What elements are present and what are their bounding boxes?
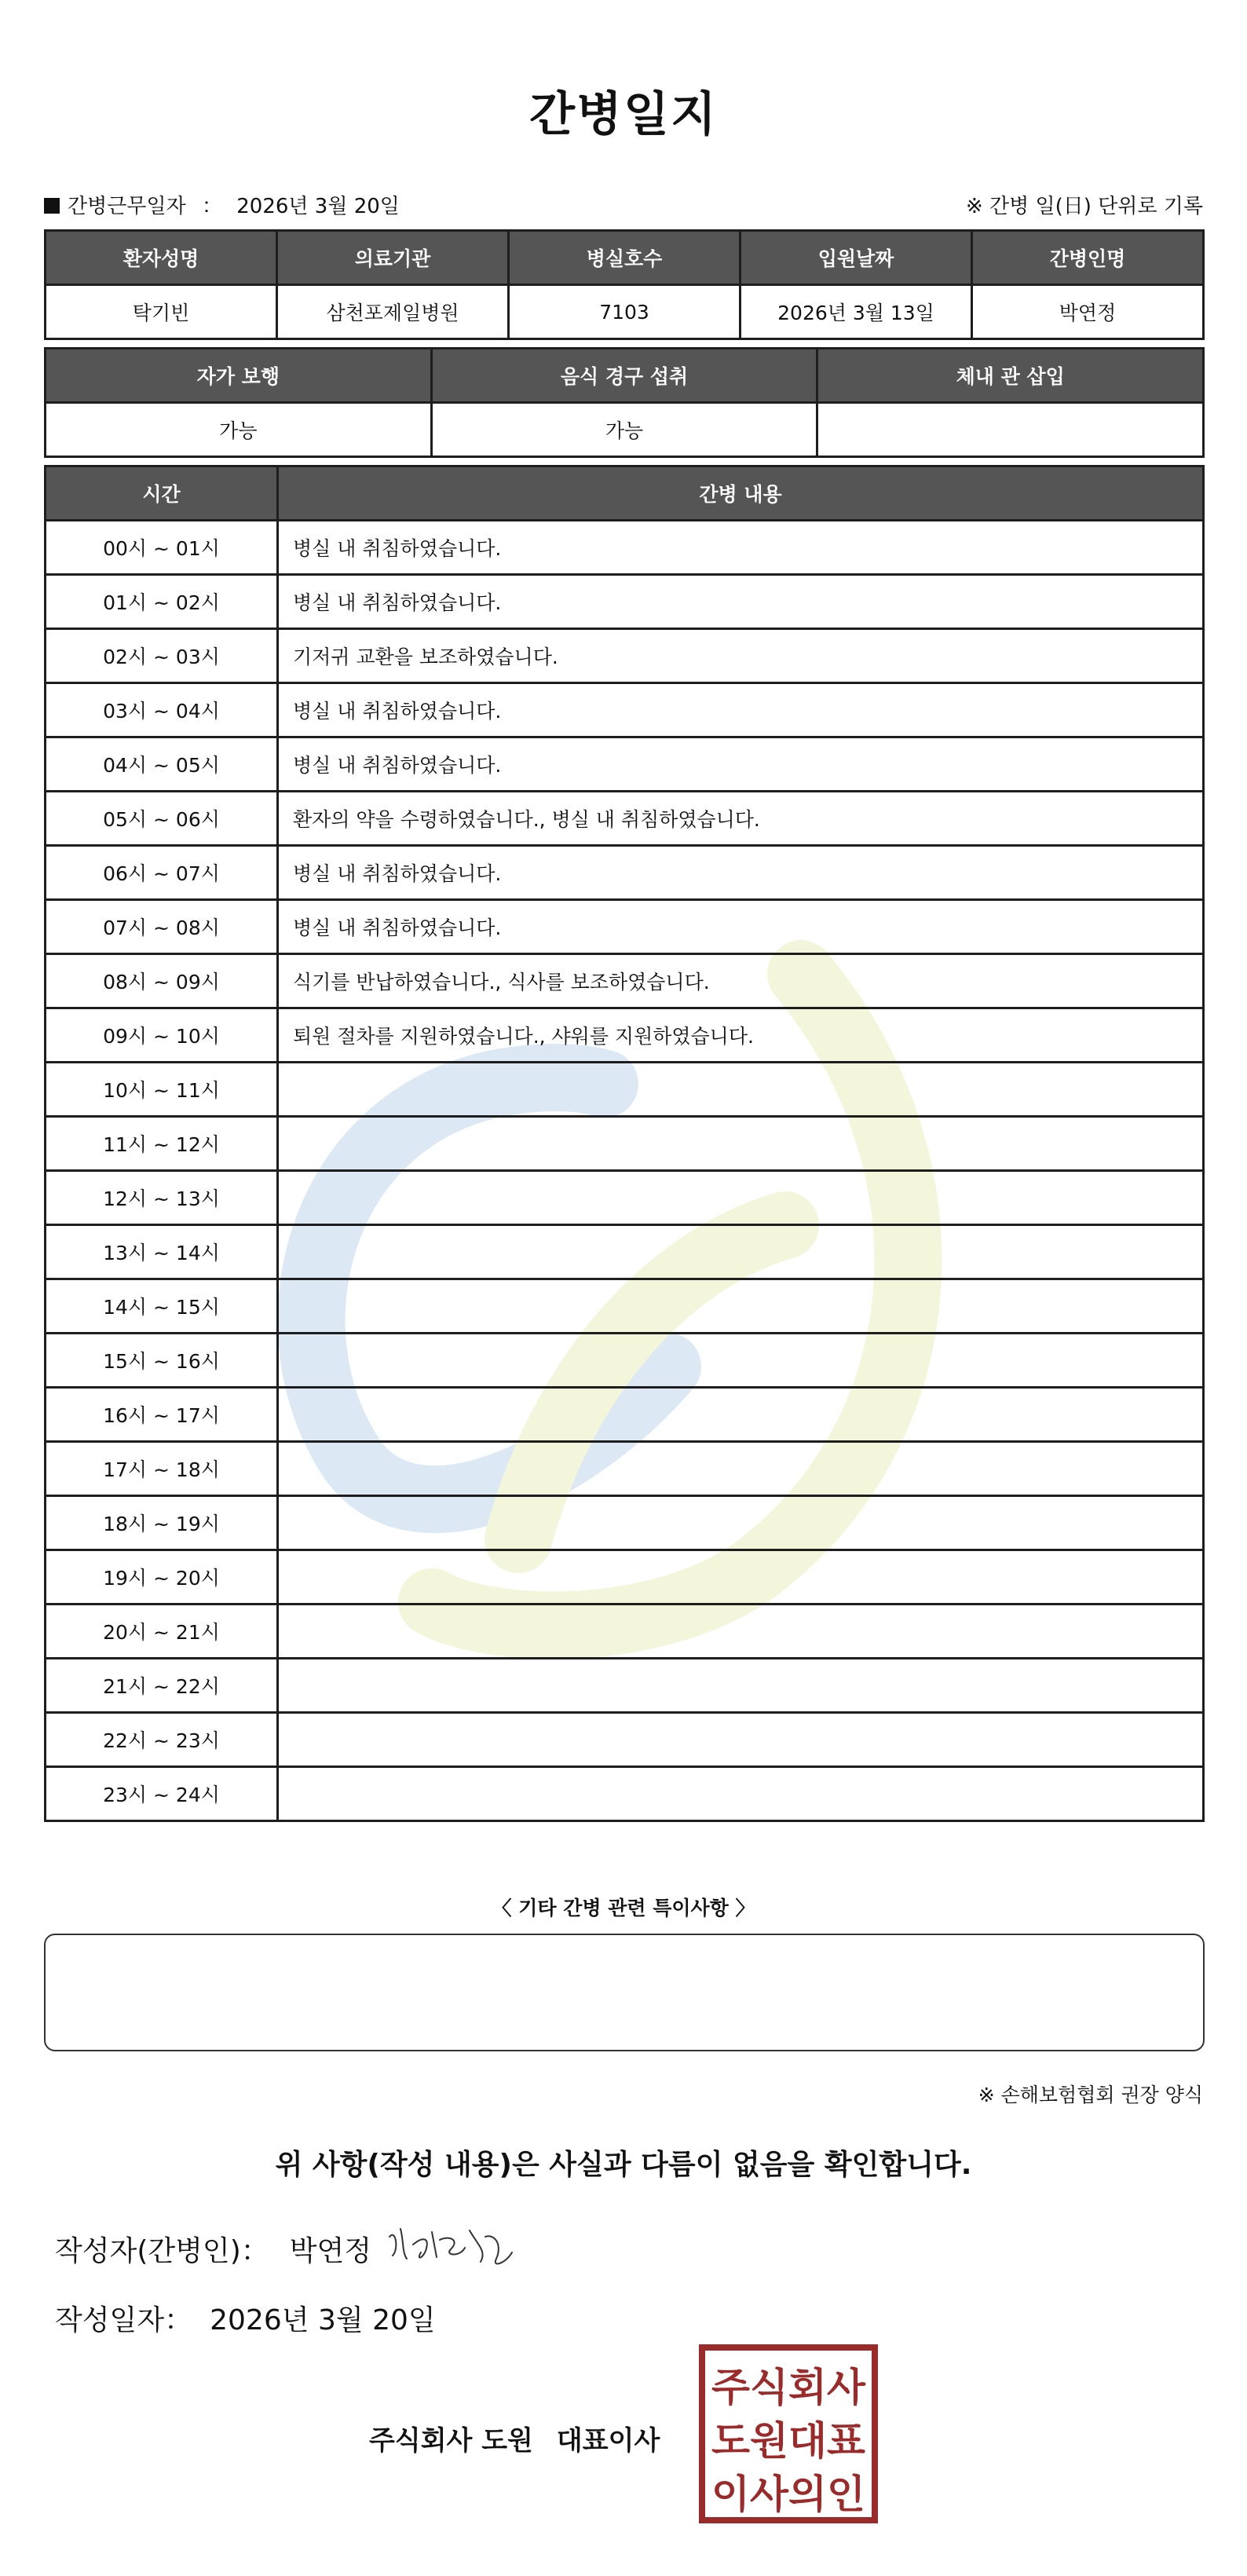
time-slot: 12시 ~ 13시 — [46, 1171, 278, 1225]
table-row — [46, 1659, 1204, 1713]
company-line — [369, 2419, 660, 2457]
header-patient-name: 환자성명 — [46, 231, 277, 285]
hospital-name: 삼천포제일병원 — [277, 285, 509, 339]
time-slot: 08시 ~ 09시 — [46, 954, 278, 1008]
table-row — [46, 737, 1204, 792]
confirmation-statement: 위 사항(작성 내용)은 사실과 다름이 없음을 확인합니다. — [275, 2149, 972, 2181]
writer-line — [55, 2229, 371, 2269]
time-slot: 15시 ~ 16시 — [46, 1334, 278, 1388]
svg-text:이사의인: 이사의인 — [711, 2472, 865, 2517]
header-room-number: 병실호수 — [509, 231, 741, 285]
header-self-walking: 자가 보행 — [46, 349, 432, 403]
time-slot: 14시 ~ 15시 — [46, 1279, 278, 1334]
header-care-content: 간병 내용 — [278, 467, 1204, 521]
company-role: 대표이사 — [556, 2425, 660, 2457]
table-row — [46, 1225, 1204, 1279]
time-slot: 19시 ~ 20시 — [46, 1550, 278, 1605]
writer-name: 박연정 — [289, 2235, 372, 2267]
time-slot: 17시 ~ 18시 — [46, 1442, 278, 1496]
time-slot: 03시 ~ 04시 — [46, 683, 278, 737]
care-content — [278, 1659, 1204, 1713]
table-row — [46, 1117, 1204, 1171]
caregiver-name: 박연정 — [972, 285, 1204, 339]
time-slot: 11시 ~ 12시 — [46, 1117, 278, 1171]
square-bullet-icon — [44, 198, 60, 214]
care-content: 병실 내 취침하였습니다. — [278, 737, 1204, 792]
header-admission-date: 입원날짜 — [741, 231, 972, 285]
header-oral-intake: 음식 경구 섭취 — [431, 349, 817, 403]
time-slot: 05시 ~ 06시 — [46, 792, 278, 846]
company-name: 주식회사 도원 — [369, 2425, 533, 2457]
table-row — [46, 954, 1204, 1008]
tube-insertion-value — [817, 403, 1204, 457]
oral-intake-value: 가능 — [431, 403, 817, 457]
care-content: 병실 내 취침하였습니다. — [278, 521, 1204, 575]
table-row — [46, 629, 1204, 683]
written-date-line — [55, 2298, 436, 2338]
patient-header-row — [46, 231, 1204, 285]
handwritten-signature — [385, 2213, 518, 2276]
time-slot: 02시 ~ 03시 — [46, 629, 278, 683]
svg-text:주식회사: 주식회사 — [711, 2365, 866, 2410]
header-tube-insertion: 체내 관 삽입 — [817, 349, 1204, 403]
time-slot: 01시 ~ 02시 — [46, 575, 278, 629]
care-content — [278, 1388, 1204, 1442]
header-caregiver-name: 간병인명 — [972, 231, 1204, 285]
care-content — [278, 1334, 1204, 1388]
table-row — [46, 792, 1204, 846]
room-number: 7103 — [509, 285, 741, 339]
care-content: 병실 내 취침하였습니다. — [278, 575, 1204, 629]
care-content — [278, 1225, 1204, 1279]
table-row — [46, 1008, 1204, 1063]
care-content — [278, 1767, 1204, 1821]
table-row — [46, 1442, 1204, 1496]
time-slot: 23시 ~ 24시 — [46, 1767, 278, 1821]
care-content — [278, 1171, 1204, 1225]
table-row — [46, 683, 1204, 737]
patient-value-row — [46, 285, 1204, 339]
care-content — [278, 1063, 1204, 1117]
time-slot: 04시 ~ 05시 — [46, 737, 278, 792]
status-value-row — [46, 403, 1204, 457]
table-row — [46, 1767, 1204, 1821]
time-slot: 13시 ~ 14시 — [46, 1225, 278, 1279]
log-header-row — [46, 467, 1204, 521]
header-hospital: 의료기관 — [277, 231, 509, 285]
special-notes-box — [44, 1934, 1205, 2051]
care-content — [278, 1605, 1204, 1659]
time-slot: 16시 ~ 17시 — [46, 1388, 278, 1442]
table-row — [46, 846, 1204, 900]
table-row — [46, 1279, 1204, 1334]
care-content: 병실 내 취침하였습니다. — [278, 846, 1204, 900]
work-date-value: 2026년 3월 20일 — [236, 195, 400, 218]
care-content — [278, 1442, 1204, 1496]
status-header-row — [46, 349, 1204, 403]
table-row — [46, 1334, 1204, 1388]
admission-date: 2026년 3월 13일 — [741, 285, 972, 339]
time-slot: 00시 ~ 01시 — [46, 521, 278, 575]
writer-label: 작성자(간병인)： — [55, 2235, 269, 2267]
table-row — [46, 1388, 1204, 1442]
time-slot: 20시 ~ 21시 — [46, 1605, 278, 1659]
time-slot: 22시 ~ 23시 — [46, 1713, 278, 1767]
time-slot: 10시 ~ 11시 — [46, 1063, 278, 1117]
care-log-table — [44, 465, 1205, 1822]
care-content: 병실 내 취침하였습니다. — [278, 683, 1204, 737]
written-date-label: 작성일자： — [55, 2304, 193, 2336]
svg-text:도원대표: 도원대표 — [711, 2418, 866, 2464]
patient-name: 탁기빈 — [46, 285, 277, 339]
care-content: 환자의 약을 수령하였습니다., 병실 내 취침하였습니다. — [278, 792, 1204, 846]
time-slot: 06시 ~ 07시 — [46, 846, 278, 900]
time-slot: 09시 ~ 10시 — [46, 1008, 278, 1063]
table-row — [46, 1171, 1204, 1225]
care-content — [278, 1550, 1204, 1605]
time-slot: 21시 ~ 22시 — [46, 1659, 278, 1713]
care-content — [278, 1713, 1204, 1767]
patient-info-table — [44, 229, 1205, 340]
care-content — [278, 1117, 1204, 1171]
care-content: 기저귀 교환을 보조하였습니다. — [278, 629, 1204, 683]
header-time: 시간 — [46, 467, 278, 521]
self-walking-value: 가능 — [46, 403, 432, 457]
time-slot: 07시 ~ 08시 — [46, 900, 278, 954]
table-row — [46, 575, 1204, 629]
recommend-note: ※ 손해보험협회 권장 양식 — [978, 2084, 1203, 2106]
record-unit-note: ※ 간병 일(日) 단위로 기록 — [965, 195, 1203, 218]
log-body — [46, 521, 1204, 1821]
care-content: 병실 내 취침하였습니다. — [278, 900, 1204, 954]
table-row — [46, 1496, 1204, 1550]
care-content: 퇴원 절차를 지원하였습니다., 샤워를 지원하였습니다. — [278, 1008, 1204, 1063]
table-row — [46, 900, 1204, 954]
table-row — [46, 1605, 1204, 1659]
work-date-line — [44, 190, 400, 219]
care-content — [278, 1279, 1204, 1334]
patient-status-table — [44, 347, 1205, 458]
written-date-value: 2026년 3월 20일 — [210, 2304, 436, 2336]
care-content: 식기를 반납하였습니다., 식사를 보조하였습니다. — [278, 954, 1204, 1008]
work-date-separator: ： — [201, 195, 222, 218]
company-seal-stamp — [699, 2344, 878, 2523]
table-row — [46, 1550, 1204, 1605]
work-date-label: 간병근무일자 — [68, 195, 186, 218]
table-row — [46, 521, 1204, 575]
table-row — [46, 1063, 1204, 1117]
table-row — [46, 1713, 1204, 1767]
document-title: 간병일지 — [529, 87, 718, 142]
special-notes-title: 〈 기타 간병 관련 특이사항 〉 — [492, 1897, 755, 1919]
care-content — [278, 1496, 1204, 1550]
time-slot: 18시 ~ 19시 — [46, 1496, 278, 1550]
